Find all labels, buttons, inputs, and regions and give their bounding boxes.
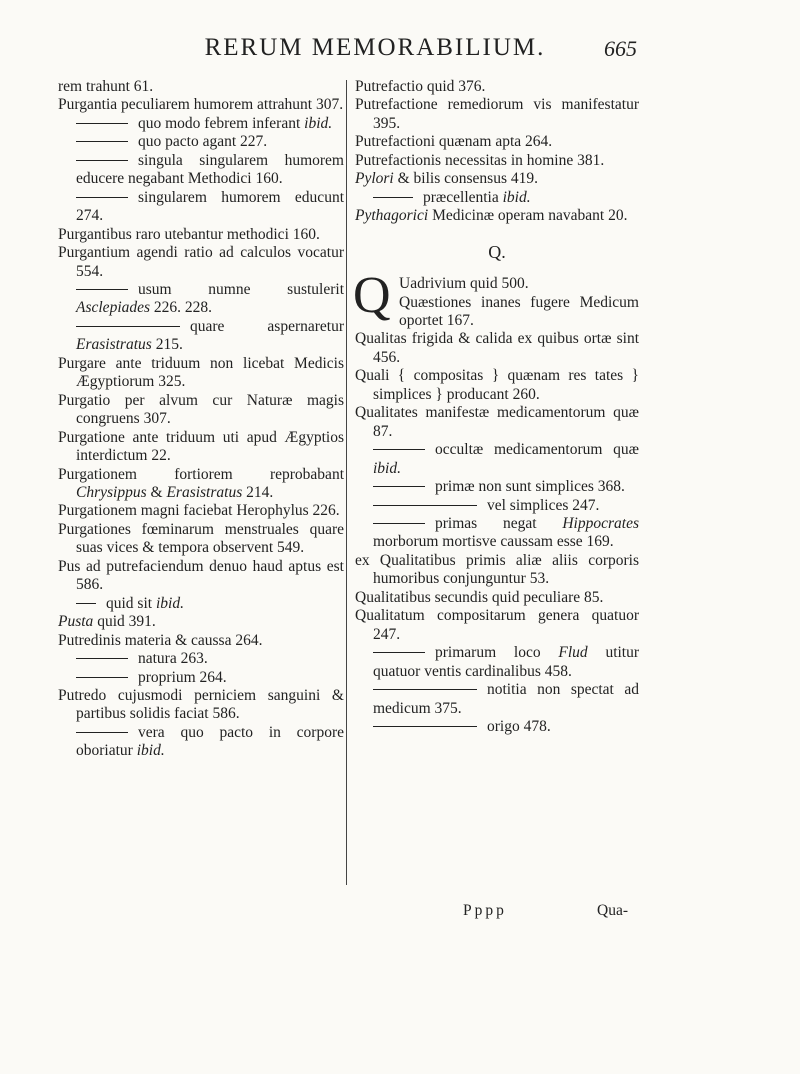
index-entry xyxy=(355,589,639,607)
index-entry xyxy=(355,552,639,589)
index-entry xyxy=(58,244,344,281)
entry-text: usum numne sustulerit xyxy=(138,280,344,298)
index-entry xyxy=(58,558,344,595)
entry-text: quare aspernaretur xyxy=(190,317,344,335)
entry-text: præcellentia xyxy=(423,188,499,206)
entry-text: primas negat xyxy=(435,514,537,532)
ditto-dash xyxy=(373,652,425,653)
entry-text: Purgantibus raro utebantur methodici 160. xyxy=(58,225,320,243)
entry-text: notitia non spectat ad medicum 375. xyxy=(373,681,639,717)
entry-text: 226. 228. xyxy=(153,299,213,317)
entry-text: Putrefactio quid 376. xyxy=(355,78,486,95)
index-subentry xyxy=(58,152,344,189)
index-entry xyxy=(58,355,344,392)
entry-text: Putredinis materia & caussa 264. xyxy=(58,631,263,649)
entry-text: natura 263. xyxy=(138,650,208,668)
index-subentry xyxy=(58,133,344,151)
entry-text: Purgationem fortiorem reprobabant xyxy=(58,465,344,483)
dropcap-letter: Q xyxy=(353,267,391,325)
entry-text: morborum mortisve caussam esse 169. xyxy=(373,533,614,551)
index-entry xyxy=(355,404,639,441)
entry-text: Qualitatum compositarum genera quatuor 247. xyxy=(355,607,639,643)
index-entry xyxy=(58,613,344,631)
entry-text: Pus ad putrefaciendum denuo haud aptus est 586. xyxy=(58,557,344,594)
index-column-left xyxy=(58,78,344,761)
index-entry xyxy=(355,152,639,170)
entry-text: Qualitates manifestæ medicamentorum quæ 87. xyxy=(355,404,639,440)
entry-text: Purgantium agendi ratio ad calculos vocatur 554. xyxy=(58,244,344,280)
index-entry xyxy=(58,226,344,244)
index-entry xyxy=(58,632,344,650)
entry-italic: ibid. xyxy=(155,594,184,612)
signature-mark: Pppp xyxy=(463,902,507,919)
entry-text: quid sit xyxy=(106,594,153,612)
index-entry xyxy=(58,502,344,520)
index-subentry xyxy=(58,115,344,133)
column-divider xyxy=(346,80,347,885)
dropcap-line-2: Quæstiones inanes fugere Medicum oportet 167. xyxy=(399,293,639,329)
entry-text: Purgantia peculiarem humorem attrahunt 307. xyxy=(58,96,344,114)
entry-text: Purgationem magni faciebat Herophylus 226. xyxy=(58,502,340,520)
entry-text: utitur quatuor ventis cardinalibus 458. xyxy=(373,644,640,680)
entry-text: occultæ medicamentorum quæ xyxy=(435,441,639,459)
index-subentry xyxy=(355,189,639,207)
entry-text: Putrefactionis necessitas in homine 381. xyxy=(355,151,605,169)
dropcap-entry xyxy=(353,267,639,330)
dropcap-line-1: Uadrivium quid 500. xyxy=(399,275,529,293)
ditto-dash xyxy=(76,197,128,198)
index-entry xyxy=(58,466,344,503)
catchword: Qua- xyxy=(597,902,628,919)
entry-italic: Hippocrates xyxy=(562,514,639,532)
entry-text: Putrefactioni quænam apta 264. xyxy=(355,133,553,151)
entry-text: proprium 264. xyxy=(138,668,227,686)
index-subentry xyxy=(58,595,344,613)
index-entry xyxy=(355,133,639,151)
index-subentry xyxy=(355,441,639,478)
ditto-dash xyxy=(373,197,413,198)
ditto-dash xyxy=(373,486,425,487)
entry-text: & xyxy=(150,483,163,501)
entry-text: Qualitatibus secundis quid peculiare 85. xyxy=(355,588,604,606)
entry-text: Quali { compositas } quænam res tates } simplices } producant 260. xyxy=(355,367,639,403)
ditto-dash xyxy=(76,289,128,290)
index-subentry xyxy=(355,718,639,736)
ditto-dash xyxy=(76,123,128,124)
index-entry xyxy=(58,392,344,429)
index-subentry xyxy=(58,724,344,761)
entry-text: singula singularem humorem educere negabant Methodici 160. xyxy=(76,151,344,188)
entry-text: primæ non sunt simplices 368. xyxy=(435,478,625,496)
entry-text: rem trahunt 61. xyxy=(58,78,154,95)
entry-italic: ibid. xyxy=(304,114,333,132)
entry-text: singularem humorem educunt 274. xyxy=(76,188,344,225)
index-entry xyxy=(355,367,639,404)
entry-text: quo pacto agant 227. xyxy=(138,133,268,151)
index-entry xyxy=(58,78,344,96)
entry-text: 214. xyxy=(246,483,274,501)
index-column-right xyxy=(355,78,639,736)
entry-text: Medicinæ operam navabant 20. xyxy=(432,207,628,225)
index-entry xyxy=(355,607,639,644)
entry-text: vera quo pacto in corpore oboriatur xyxy=(76,723,344,760)
ditto-dash xyxy=(76,160,128,161)
index-entry xyxy=(355,170,639,188)
entry-text: Putrefactione remediorum vis manifestatur 395. xyxy=(355,96,639,132)
index-entry xyxy=(355,207,639,225)
ditto-dash xyxy=(76,658,128,659)
index-entry xyxy=(355,330,639,367)
index-entry xyxy=(58,687,344,724)
ditto-dash xyxy=(76,732,128,733)
index-entry xyxy=(58,521,344,558)
ditto-dash xyxy=(76,603,96,604)
ditto-dash xyxy=(76,677,128,678)
section-letter: Q. xyxy=(488,241,506,262)
index-subentry xyxy=(355,515,639,552)
entry-italic: Chrysippus xyxy=(76,483,147,501)
ditto-dash xyxy=(373,505,477,506)
entry-text: ex Qualitatibus primis aliæ aliis corporis humoribus conjunguntur 53. xyxy=(355,551,639,588)
entry-text: quo modo febrem inferant xyxy=(138,114,301,132)
index-subentry xyxy=(58,189,344,226)
page-number: 665 xyxy=(604,36,637,61)
entry-text: Qualitas frigida & calida ex quibus ortæ sint 456. xyxy=(355,330,639,366)
ditto-dash xyxy=(373,726,477,727)
entry-italic: Erasistratus xyxy=(76,336,152,354)
entry-italic: ibid. xyxy=(373,459,401,477)
entry-italic: Pusta xyxy=(58,613,94,631)
entry-text: 215. xyxy=(155,336,183,354)
entry-italic: Asclepiades xyxy=(76,299,151,317)
entry-text: Purgatione ante triduum uti apud Ægyptios interdictum 22. xyxy=(58,428,344,465)
ditto-dash xyxy=(373,689,477,690)
entry-text: & bilis consensus 419. xyxy=(397,170,538,188)
ditto-dash xyxy=(373,449,425,450)
index-subentry xyxy=(355,497,639,515)
index-subentry xyxy=(355,681,639,718)
entry-text: quid 391. xyxy=(97,613,156,631)
running-header: RERUM MEMORABILIUM. xyxy=(204,34,546,61)
entry-text: Purgare ante triduum non licebat Medicis Ægyptiorum 325. xyxy=(58,354,344,391)
entry-text: vel simplices 247. xyxy=(487,496,600,514)
entry-italic: Flud xyxy=(558,644,588,662)
entry-italic: Erasistratus xyxy=(166,483,243,501)
index-subentry xyxy=(58,669,344,687)
index-subentry xyxy=(58,281,344,318)
index-subentry xyxy=(355,478,639,496)
entry-text: primarum loco xyxy=(435,644,541,662)
index-subentry xyxy=(58,318,344,355)
ditto-dash xyxy=(76,141,128,142)
entry-text: Putredo cujusmodi perniciem sanguini & partibus solidis faciat 586. xyxy=(58,686,344,723)
index-subentry xyxy=(355,644,639,681)
entry-italic: Pythagorici xyxy=(355,207,429,225)
entry-text: origo 478. xyxy=(487,717,551,735)
entry-italic: ibid. xyxy=(502,188,531,206)
index-entry xyxy=(58,96,344,114)
index-entry xyxy=(355,78,639,96)
index-entry xyxy=(58,429,344,466)
ditto-dash xyxy=(373,523,425,524)
entry-text: Purgationes fœminarum menstruales quare suas vices & tempora observent 549. xyxy=(58,520,344,557)
index-subentry xyxy=(58,650,344,668)
index-entry xyxy=(355,96,639,133)
entry-italic: ibid. xyxy=(136,742,165,760)
entry-italic: Pylori xyxy=(355,170,394,188)
ditto-dash xyxy=(76,326,180,327)
entry-text: Purgatio per alvum cur Naturæ magis congruens 307. xyxy=(58,391,344,428)
